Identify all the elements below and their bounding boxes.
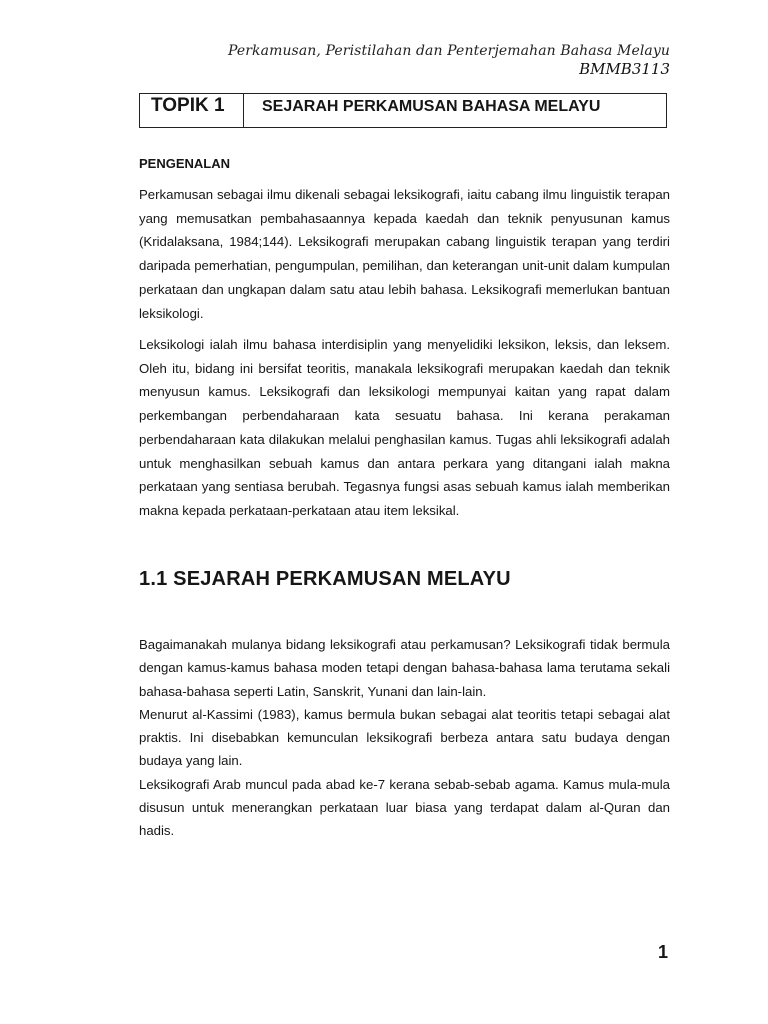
topic-title: SEJARAH PERKAMUSAN BAHASA MELAYU: [262, 98, 601, 115]
topic-title-box: [139, 93, 667, 128]
topic-number: TOPIK 1: [140, 94, 244, 127]
page-number: 1: [657, 942, 668, 962]
intro-paragraph-1: Perkamusan sebagai ilmu dikenali sebagai leksikografi, iaitu cabang ilmu linguistik terapan yang memusatkan pembahasaannya kepada kaedah dan teknik penyusunan kamus (Kridalaksana, 1984;144). Leksikografi merupakan cabang linguistik terapan yang terdiri daripada pemerhatian, pengumpulan, pemilihan, dan keterangan unit-unit dalam kumpulan perkataan dan ungkapan dalam satu atau lebih bahasa. Leksikografi memerlukan bantuan leksikologi.: [139, 187, 670, 321]
section-heading: 1.1 SEJARAH PERKAMUSAN MELAYU: [139, 568, 511, 590]
running-header-code: BMMB3113: [579, 60, 670, 78]
intro-paragraph-2: Leksikologi ialah ilmu bahasa interdisiplin yang menyelidiki leksikon, leksis, dan leksem. Oleh itu, bidang ini bersifat teoritis, manakala leksikografi merupakan kaedah dan teknik menyusun kamus. Leksikografi dan leksikologi mempunyai kaitan yang rapat dalam perkembangan perbendaharaan kata sesuatu bahasa. Ini kerana perakaman perbendaharaan kata dilakukan melalui penghasilan kamus. Tugas ahli leksikografi adalah untuk menghasilkan sebuah kamus dan antara perkara yang ditangani ialah makna perkataan yang sentiasa berubah. Tegasnya fungsi asas sebuah kamus ialah memberikan makna kepada perkataan-perkataan atau item leksikal.: [139, 337, 670, 518]
running-header-title: Perkamusan, Peristilahan dan Penterjemahan Bahasa Melayu: [227, 43, 670, 59]
section-paragraph: Bagaimanakah mulanya bidang leksikografi atau perkamusan? Leksikografi tidak bermula dengan kamus-kamus bahasa moden tetapi dengan bahasa-bahasa lama terutama sekali bahasa-bahasa seperti Latin, Sanskrit, Yunani dan lain-lain. Menurut al-Kassimi (1983), kamus bermula bukan sebagai alat teoritis tetapi sebagai alat praktis. Ini disebabkan kemunculan leksikografi berbeza antara satu budaya dengan budaya yang lain. Leksikografi Arab muncul pada abad ke-7 kerana sebab-sebab agama. Kamus mula-mula disusun untuk menerangkan perkataan luar biasa yang terdapat dalam al-Quran dan hadis.: [139, 637, 670, 839]
intro-label: PENGENALAN: [139, 156, 231, 171]
